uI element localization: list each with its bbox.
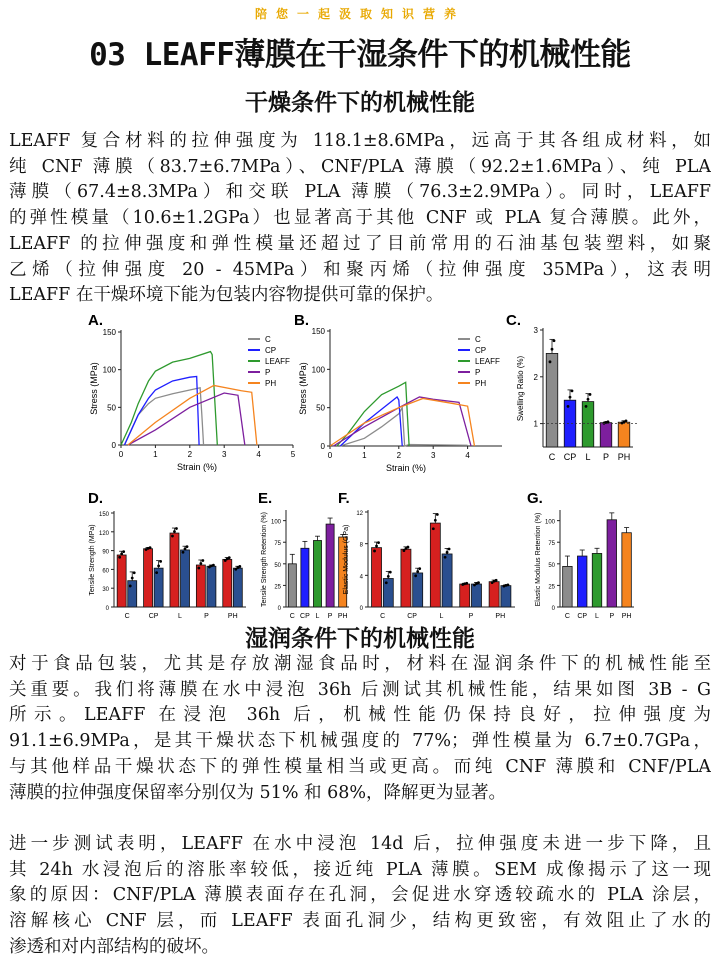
data-point bbox=[129, 585, 132, 588]
data-point bbox=[238, 565, 241, 568]
x-tick-label: CP bbox=[148, 613, 159, 620]
x-tick-label: 3 bbox=[221, 450, 227, 459]
bar-ph-wet bbox=[501, 586, 511, 607]
y-tick-label: 60 bbox=[102, 568, 109, 575]
text-line: 对于食品包装，尤其是存放潮湿食品时，材料在湿润条件下的机械性能至 bbox=[9, 654, 711, 674]
bar-cp-wet bbox=[413, 573, 423, 607]
bar-p-p bbox=[326, 524, 334, 607]
panel-label: F. bbox=[338, 490, 350, 507]
panel-label: C. bbox=[506, 312, 521, 329]
bar-cp-cp bbox=[301, 548, 309, 607]
data-point bbox=[175, 527, 178, 530]
data-point bbox=[549, 360, 552, 363]
data-point bbox=[155, 571, 158, 574]
y-axis-title: Elastic Modulus Retention (%) bbox=[535, 512, 542, 607]
data-point bbox=[589, 393, 592, 396]
data-point bbox=[444, 556, 447, 559]
x-tick-label: P bbox=[468, 613, 474, 620]
y-tick-label: 150 bbox=[98, 512, 109, 518]
data-point bbox=[585, 405, 588, 408]
data-point bbox=[506, 584, 509, 587]
panel-label: D. bbox=[88, 490, 103, 507]
figure-mechanical-properties bbox=[0, 305, 720, 620]
page-title: 03 LEAFF薄膜在干湿条件下的机械性能 bbox=[89, 37, 631, 73]
y-tick-label: 150 bbox=[102, 328, 116, 337]
data-point bbox=[122, 550, 125, 553]
data-point bbox=[184, 547, 187, 550]
chart-panel-b bbox=[294, 312, 502, 473]
text-line: 薄膜（67.4±8.3MPa）和交联 PLA 薄膜（76.3±2.9MPa）。同时，LEAFF bbox=[9, 182, 711, 203]
text-line: 进一步测试表明，LEAFF 在水中浸泡 14d 后，拉伸强度未进一步下降，且 bbox=[9, 834, 711, 854]
x-tick-label: P bbox=[204, 613, 209, 620]
x-tick-label: 4 bbox=[256, 450, 261, 459]
data-point bbox=[465, 582, 468, 585]
data-point bbox=[414, 574, 417, 577]
x-tick-label: L bbox=[585, 452, 591, 462]
text-line: 与其他样品干燥状态下的弹性模量相当或更高。而纯 CNF 薄膜和 CNF/PLA bbox=[9, 756, 711, 777]
y-axis-title: Swelling Ratio (%) bbox=[516, 355, 525, 422]
bar-ph-dry bbox=[223, 559, 232, 607]
x-tick-label: C bbox=[124, 613, 130, 620]
data-point bbox=[212, 564, 215, 567]
y-tick-label: 0 bbox=[320, 442, 325, 451]
text-line: 其 24h 水浸泡后的溶胀率较低，接近纯 PLA 薄膜。SEM 成像揭示了这一现 bbox=[9, 859, 711, 880]
bar-l-l bbox=[592, 553, 601, 607]
y-tick-label: 50 bbox=[274, 562, 281, 569]
legend-label: P bbox=[475, 368, 481, 377]
y-axis-title: Elastic Modulus (GPa) bbox=[343, 524, 350, 595]
panel-label: G. bbox=[527, 490, 543, 507]
data-point bbox=[228, 556, 231, 559]
y-tick-label: 75 bbox=[274, 541, 281, 548]
chart-panel-c bbox=[506, 312, 637, 462]
x-tick-label: P bbox=[602, 452, 610, 462]
data-point bbox=[446, 551, 449, 554]
chart-panel-a bbox=[88, 312, 296, 472]
x-tick-label: PH bbox=[617, 452, 631, 462]
data-point bbox=[607, 420, 610, 423]
y-tick-label: 100 bbox=[270, 519, 281, 526]
x-tick-label: C bbox=[380, 613, 386, 620]
y-tick-label: 0 bbox=[105, 606, 109, 612]
data-point bbox=[133, 571, 136, 574]
x-tick-label: C bbox=[289, 613, 295, 620]
y-tick-label: 25 bbox=[274, 584, 281, 591]
x-tick-label: 3 bbox=[430, 451, 436, 460]
data-point bbox=[373, 550, 376, 553]
chart-panel-e bbox=[258, 490, 349, 620]
data-point bbox=[416, 570, 419, 573]
data-point bbox=[385, 581, 388, 584]
bar-ph-ph bbox=[622, 533, 631, 607]
text-line: 的弹性模量（10.6±1.2GPa）也显著高于其他 CNF 或 PLA 复合薄膜。此外， bbox=[9, 208, 711, 229]
legend-label: LEAFF bbox=[475, 357, 500, 366]
y-axis-title: Stress (MPa) bbox=[89, 362, 99, 415]
data-point bbox=[201, 559, 204, 562]
x-tick-label: L bbox=[315, 613, 320, 620]
bar-p-wet bbox=[471, 584, 481, 607]
text-line: 薄膜的拉伸强度保留率分别仅为 51% 和 68%，降解更为显著。 bbox=[9, 782, 506, 803]
x-tick-label: CP bbox=[563, 452, 577, 462]
bar-c-wet bbox=[128, 581, 137, 607]
data-point bbox=[587, 398, 590, 401]
bar-ph-ph bbox=[618, 422, 630, 447]
text-line: 所示。LEAFF 在浸泡 36h 后，机械性能仍保持良好，拉伸强度为 bbox=[9, 705, 711, 726]
data-point bbox=[199, 562, 202, 565]
data-point bbox=[157, 564, 160, 567]
x-tick-label: 2 bbox=[187, 450, 193, 459]
x-tick-label: L bbox=[439, 613, 444, 620]
data-point bbox=[625, 420, 628, 423]
y-tick-label: 100 bbox=[102, 365, 116, 375]
bar-ph-wet bbox=[233, 568, 242, 607]
y-axis-title: Tensile Strength Retention (%) bbox=[261, 512, 268, 607]
legend-label: LEAFF bbox=[265, 357, 290, 366]
chart-panel-f bbox=[338, 490, 515, 620]
section-title-wet: 湿润条件下的机械性能 bbox=[245, 626, 475, 652]
bar-c-dry bbox=[117, 555, 126, 607]
data-point bbox=[159, 560, 162, 563]
y-tick-label: 0 bbox=[277, 606, 281, 612]
y-tick-label: 120 bbox=[98, 530, 109, 537]
bar-c-c bbox=[563, 566, 572, 607]
data-point bbox=[569, 396, 572, 399]
legend-label: CP bbox=[475, 346, 487, 355]
panel-label: E. bbox=[258, 490, 273, 507]
y-tick-label: 75 bbox=[548, 541, 555, 548]
bar-cp-dry bbox=[401, 549, 411, 607]
y-tick-label: 12 bbox=[356, 511, 363, 517]
data-point bbox=[387, 575, 390, 578]
y-axis-title: Stress (MPa) bbox=[298, 362, 308, 415]
data-point bbox=[495, 579, 498, 582]
y-tick-label: 2 bbox=[533, 372, 538, 382]
data-point bbox=[118, 556, 121, 559]
legend-label: CP bbox=[265, 346, 277, 355]
data-point bbox=[571, 390, 574, 393]
bar-p-dry bbox=[460, 584, 470, 607]
bar-p-p bbox=[600, 423, 612, 447]
text-line: 乙烯（拉伸强度 20 - 45MPa）和聚丙烯（拉伸强度 35MPa），这表明 bbox=[9, 259, 711, 280]
data-point bbox=[407, 546, 410, 549]
y-tick-label: 50 bbox=[548, 562, 555, 569]
bar-cp-wet bbox=[154, 568, 163, 607]
y-tick-label: 50 bbox=[316, 403, 325, 413]
x-tick-label: PH bbox=[621, 613, 632, 620]
text-line: LEAFF 在干燥环境下能为包装内容物提供可靠的保护。 bbox=[9, 285, 444, 306]
y-tick-label: 1 bbox=[533, 419, 538, 429]
bar-l-l bbox=[582, 402, 594, 447]
data-point bbox=[403, 549, 406, 552]
chart-panel-d bbox=[88, 490, 246, 620]
x-tick-label: CP bbox=[577, 613, 588, 620]
series-line-ph bbox=[128, 385, 257, 445]
x-tick-label: 5 bbox=[290, 450, 296, 459]
data-point bbox=[173, 530, 176, 533]
data-point bbox=[389, 571, 392, 574]
data-point bbox=[434, 519, 437, 522]
section-title-dry: 干燥条件下的机械性能 bbox=[245, 90, 475, 116]
paragraph-wet-1 bbox=[9, 652, 711, 806]
y-tick-label: 30 bbox=[102, 587, 109, 594]
y-tick-label: 50 bbox=[107, 403, 116, 413]
bar-l-wet bbox=[442, 554, 452, 607]
data-point bbox=[149, 546, 152, 549]
y-tick-label: 0 bbox=[359, 606, 363, 612]
data-point bbox=[131, 577, 134, 580]
bar-c-wet bbox=[383, 579, 393, 608]
data-point bbox=[436, 513, 439, 516]
y-tick-label: 3 bbox=[533, 326, 538, 335]
legend-label: C bbox=[475, 335, 481, 344]
x-tick-label: P bbox=[609, 613, 615, 620]
data-point bbox=[171, 535, 174, 538]
x-tick-label: PH bbox=[337, 613, 348, 620]
x-axis-title: Strain (%) bbox=[176, 462, 218, 472]
bar-p-p bbox=[607, 520, 616, 607]
paragraph-dry bbox=[9, 129, 711, 309]
data-point bbox=[375, 545, 378, 548]
text-line: 溶解核心 CNF 层，而 LEAFF 表面孔洞少，结构更致密，有效阻止了水的 bbox=[9, 911, 711, 932]
y-tick-label: 90 bbox=[102, 549, 109, 556]
x-tick-label: L bbox=[595, 613, 599, 620]
watermark-slogan: 陪您一起汲取知识营养 bbox=[254, 7, 465, 21]
bar-ph-dry bbox=[489, 582, 499, 607]
x-tick-label: PH bbox=[495, 613, 506, 620]
bar-cp-cp bbox=[564, 400, 576, 447]
paragraph-wet-2 bbox=[9, 832, 711, 961]
data-point bbox=[448, 548, 451, 551]
data-point bbox=[553, 339, 556, 342]
bar-c-c bbox=[288, 564, 296, 607]
data-point bbox=[197, 567, 200, 570]
data-point bbox=[477, 581, 480, 584]
panel-label: B. bbox=[294, 312, 309, 329]
y-tick-label: 25 bbox=[548, 584, 555, 591]
text-line: LEAFF 的拉伸强度和弹性模量还超过了目前常用的石油基包装塑料，如聚 bbox=[9, 233, 711, 254]
x-tick-label: L bbox=[178, 613, 182, 620]
text-line: 91.1±6.9MPa，是其干燥状态下机械强度的 77%；弹性模量为 6.7±0.7GPa， bbox=[9, 731, 711, 752]
text-line: 关重要。我们将薄膜在水中浸泡 36h 后测试其机械性能，结果如图 3B - G bbox=[9, 679, 711, 700]
bar-cp-dry bbox=[144, 549, 153, 607]
x-tick-label: PH bbox=[227, 613, 238, 620]
legend-label: PH bbox=[265, 379, 277, 388]
bar-c-c bbox=[546, 353, 558, 447]
panel-label: A. bbox=[88, 312, 103, 329]
bar-p-dry bbox=[196, 565, 205, 607]
x-tick-label: 0 bbox=[327, 451, 333, 460]
text-line: LEAFF 复合材料的拉伸强度为 118.1±8.6MPa，远高于其各组成材料，如 bbox=[9, 131, 711, 151]
legend-label: C bbox=[265, 335, 271, 344]
y-tick-label: 8 bbox=[359, 542, 363, 549]
x-tick-label: C bbox=[564, 613, 570, 620]
y-tick-label: 100 bbox=[311, 365, 325, 375]
bar-c-dry bbox=[372, 548, 382, 607]
x-tick-label: CP bbox=[407, 613, 417, 620]
bar-l-l bbox=[313, 541, 321, 608]
legend-label: PH bbox=[475, 379, 487, 388]
data-point bbox=[418, 567, 421, 570]
y-tick-label: 0 bbox=[111, 441, 116, 450]
x-tick-label: 1 bbox=[153, 450, 158, 459]
chart-panel-g bbox=[527, 490, 634, 620]
data-point bbox=[432, 527, 435, 530]
x-tick-label: 1 bbox=[362, 451, 367, 460]
bar-p-wet bbox=[207, 566, 216, 607]
legend-label: P bbox=[265, 368, 271, 377]
y-axis-title: Tensile Strength (MPa) bbox=[89, 524, 96, 596]
bar-l-dry bbox=[430, 523, 440, 607]
data-point bbox=[551, 348, 554, 351]
data-point bbox=[567, 405, 570, 408]
text-line: 象的原因：CNF/PLA 薄膜表面存在孔洞，会促进水穿透较疏水的 PLA 涂层， bbox=[9, 885, 711, 906]
y-tick-label: 0 bbox=[551, 606, 555, 612]
bar-l-wet bbox=[181, 550, 190, 607]
data-point bbox=[377, 541, 380, 544]
bar-cp-cp bbox=[577, 556, 586, 607]
y-tick-label: 150 bbox=[311, 327, 325, 336]
text-line: 纯 CNF 薄膜（83.7±6.7MPa）、CNF/PLA 薄膜（92.2±1.6MPa）、纯 PLA bbox=[9, 156, 711, 177]
data-point bbox=[186, 545, 189, 548]
data-point bbox=[120, 552, 123, 555]
y-tick-label: 4 bbox=[359, 574, 363, 581]
x-tick-label: 4 bbox=[465, 451, 470, 460]
y-tick-label: 100 bbox=[544, 519, 555, 526]
x-tick-label: 0 bbox=[118, 450, 124, 459]
x-tick-label: CP bbox=[300, 613, 310, 620]
x-tick-label: 2 bbox=[396, 451, 402, 460]
x-tick-label: P bbox=[327, 613, 333, 620]
x-tick-label: C bbox=[548, 452, 556, 462]
x-axis-title: Strain (%) bbox=[385, 463, 427, 473]
data-point bbox=[182, 551, 185, 554]
bar-l-dry bbox=[170, 533, 179, 607]
text-line: 渗透和对内部结构的破坏。 bbox=[9, 936, 219, 957]
